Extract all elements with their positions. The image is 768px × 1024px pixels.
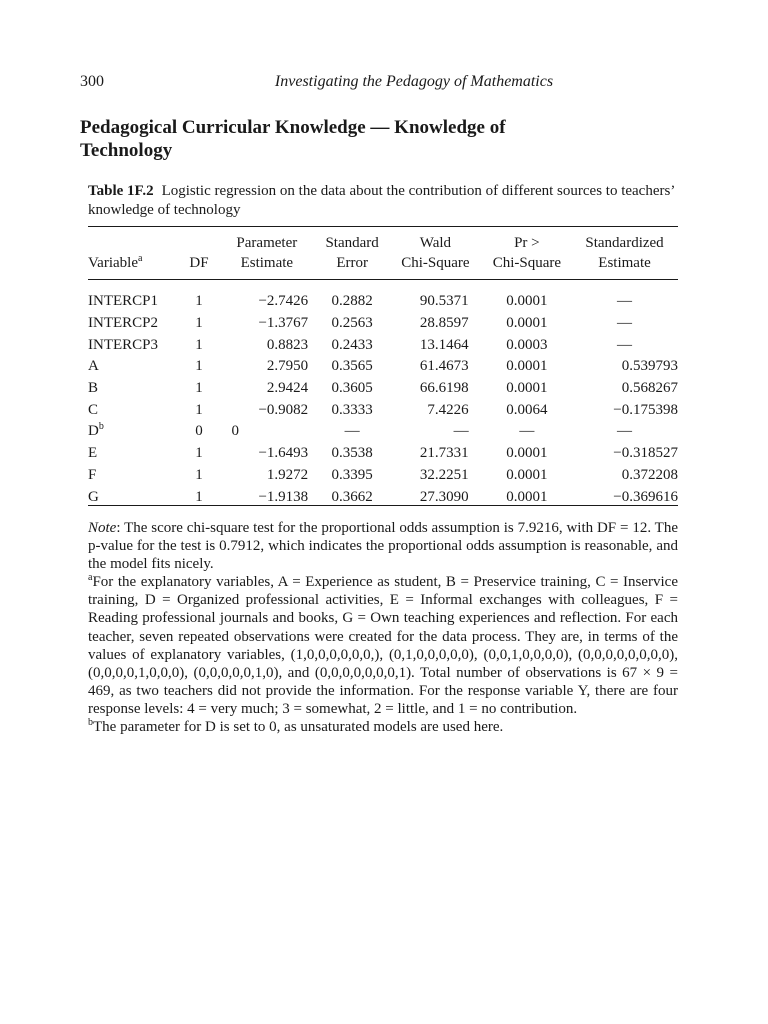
table-caption — [88, 182, 688, 220]
cell-pr: 0.0001 — [506, 445, 548, 462]
cell-pr: 0.0001 — [506, 315, 548, 332]
table-row — [88, 486, 678, 508]
note-paragraph — [88, 519, 678, 573]
cell-pr: — — [519, 423, 535, 440]
cell-pr: 0.0001 — [506, 380, 548, 397]
cell-variable: A — [88, 358, 99, 375]
cell-variable: E — [88, 445, 98, 462]
regression-table — [88, 234, 678, 508]
cell-estimate: −2.7426 — [258, 293, 309, 310]
table-header-row-1 — [88, 234, 678, 254]
table-label: Table 1F.2 — [88, 183, 154, 199]
col-pr-label: Chi-Square — [492, 255, 562, 271]
cell-se: 0.3605 — [331, 380, 373, 397]
cell-estimate: −1.3767 — [258, 315, 309, 332]
footnote-a-text: For the explanatory variables, A = Experience as student, B = Preservice training, C = Inservice training, D = Organized professional activities, E = Informal exchanges with colleagues, F = Reading professional journals and books, G = Own teaching experiences and reflection. For each teacher, seven repeated observations were created for the data process. They are, in terms of the values of explanatory variables, (1,0,0,0,0,0,0,), (0,1,0,0,0,0,0), (0,0,1,0,0,0,0), (0,0,0,0,0,0,0,0), (0,0,0,0,1,0,0,0), (0,0,0,0,0,1,0), and (0,0,0,0,0,0,0,1). Total number of observations is 67 × 9 = 469, as two teachers did not provide the information. For the response variable Y, there are four response levels: 4 = very much; 3 = somewhat, 2 = little, and 1 = no contribution. — [88, 574, 678, 717]
cell-std: 0.568267 — [621, 380, 678, 397]
cell-se: — — [344, 423, 360, 440]
cell-se: 0.2433 — [331, 336, 373, 353]
cell-wald: 28.8597 — [419, 315, 469, 332]
table-row — [88, 443, 678, 465]
variable-footnote-mark: a — [137, 253, 143, 264]
cell-wald: — — [453, 423, 469, 440]
cell-df: 1 — [195, 401, 203, 418]
cell-wald: 32.2251 — [419, 466, 469, 483]
cell-pr: 0.0001 — [506, 466, 548, 483]
cell-df: 1 — [195, 336, 203, 353]
col-estimate-label: Estimate — [240, 255, 294, 271]
table-notes — [88, 519, 678, 736]
cell-estimate: −1.6493 — [258, 445, 309, 462]
cell-std: −0.318527 — [613, 445, 678, 462]
note-text: : The score chi-square test for the proportional odds assumption is 7.9216, with DF = 12. The p-value for the test is 0.7912, which indicates the proportional odds assumption is reasonable, and the model fits nicely. — [88, 520, 678, 573]
running-head: Investigating the Pedagogy of Mathematics — [274, 73, 554, 90]
table-row — [88, 291, 678, 313]
cell-wald: 13.1464 — [419, 336, 469, 353]
cell-wald: 90.5371 — [419, 293, 469, 310]
cell-std: 0.372208 — [621, 466, 678, 483]
table-header-row-2 — [88, 254, 678, 273]
table-row — [88, 356, 678, 378]
cell-se: 0.3662 — [331, 488, 373, 505]
row-footnote-mark: b — [98, 421, 104, 433]
table-row — [88, 378, 678, 400]
cell-std: −0.369616 — [613, 488, 678, 505]
footnote-b — [88, 718, 678, 736]
cell-estimate: 2.7950 — [266, 358, 309, 375]
col-std-label: Estimate — [598, 255, 651, 271]
cell-variable: C — [88, 401, 99, 418]
cell-se: 0.2882 — [331, 293, 373, 310]
cell-se: 0.2563 — [331, 315, 373, 332]
cell-wald: 21.7331 — [419, 445, 469, 462]
cell-pr: 0.0001 — [506, 293, 548, 310]
cell-wald: 27.3090 — [419, 488, 469, 505]
cell-se: 0.3395 — [331, 466, 373, 483]
cell-std: — — [617, 336, 633, 353]
cell-estimate: 0.8823 — [266, 336, 309, 353]
cell-se: 0.3565 — [331, 358, 373, 375]
table-caption-text: Logistic regression on the data about the contribution of different sources to teachers’ knowledge of technology — [88, 183, 675, 218]
col-variable-header — [88, 234, 181, 254]
cell-pr: 0.0003 — [506, 336, 548, 353]
cell-df: 1 — [195, 488, 203, 505]
cell-df: 0 — [195, 423, 203, 440]
footnote-b-text: The parameter for D is set to 0, as unsaturated models are used here. — [93, 719, 504, 736]
cell-wald: 61.4673 — [419, 358, 469, 375]
footnote-a-mark: a — [88, 572, 93, 584]
table-row — [88, 399, 678, 421]
cell-df: 1 — [195, 466, 203, 483]
cell-std: — — [617, 315, 633, 332]
cell-pr: 0.0064 — [506, 401, 548, 418]
cell-pr: 0.0001 — [506, 488, 548, 505]
col-pr-header: Pr > — [514, 235, 540, 251]
col-wald-label: Chi-Square — [401, 255, 470, 271]
footnote-a — [88, 573, 678, 718]
cell-variable: INTERCP1 — [88, 293, 159, 310]
cell-df: 1 — [195, 293, 203, 310]
cell-estimate: −0.9082 — [258, 401, 309, 418]
cell-df: 1 — [195, 315, 203, 332]
cell-std: — — [617, 423, 633, 440]
cell-variable: INTERCP3 — [88, 336, 159, 353]
col-estimate-header: Parameter — [236, 235, 298, 251]
table-top-rule — [88, 226, 678, 227]
table-body — [88, 273, 678, 508]
cell-se: 0.3333 — [331, 401, 373, 418]
cell-estimate: 2.9424 — [266, 380, 309, 397]
cell-estimate: 1.9272 — [266, 466, 309, 483]
table-row — [88, 334, 678, 356]
cell-df: 1 — [195, 445, 203, 462]
cell-df: 1 — [195, 380, 203, 397]
cell-variable: $D^b$ — [88, 421, 104, 440]
cell-variable: F — [88, 466, 97, 483]
cell-std: 0.539793 — [621, 358, 678, 375]
col-df-header — [181, 234, 218, 254]
cell-variable: B — [88, 380, 99, 397]
cell-wald: 7.4226 — [427, 401, 469, 418]
cell-wald: 66.6198 — [419, 380, 469, 397]
col-wald-header: Wald — [419, 235, 452, 251]
col-variable-label: Variable$^a$ — [88, 253, 143, 271]
cell-estimate: −1.9138 — [258, 488, 309, 505]
table-row — [88, 465, 678, 487]
cell-std: −0.175398 — [613, 401, 678, 418]
col-std-header: Standardized — [585, 235, 664, 251]
cell-variable: G — [88, 488, 99, 505]
page-number: 300 — [80, 73, 104, 90]
cell-pr: 0.0001 — [506, 358, 548, 375]
footnote-b-mark: b — [88, 717, 93, 729]
note-label: Note — [88, 520, 117, 536]
table-row — [88, 421, 678, 443]
section-title: Pedagogical Curricular Knowledge — Knowledge of Technology — [80, 117, 506, 161]
cell-df: 1 — [195, 358, 203, 375]
cell-se: 0.3538 — [331, 445, 373, 462]
cell-variable: INTERCP2 — [88, 315, 159, 332]
table-row — [88, 313, 678, 335]
cell-estimate: 0 — [231, 423, 239, 440]
col-se-label: Error — [336, 255, 368, 271]
col-se-header: Standard — [325, 235, 379, 251]
cell-std: — — [617, 293, 633, 310]
col-df-label: DF — [189, 255, 209, 271]
